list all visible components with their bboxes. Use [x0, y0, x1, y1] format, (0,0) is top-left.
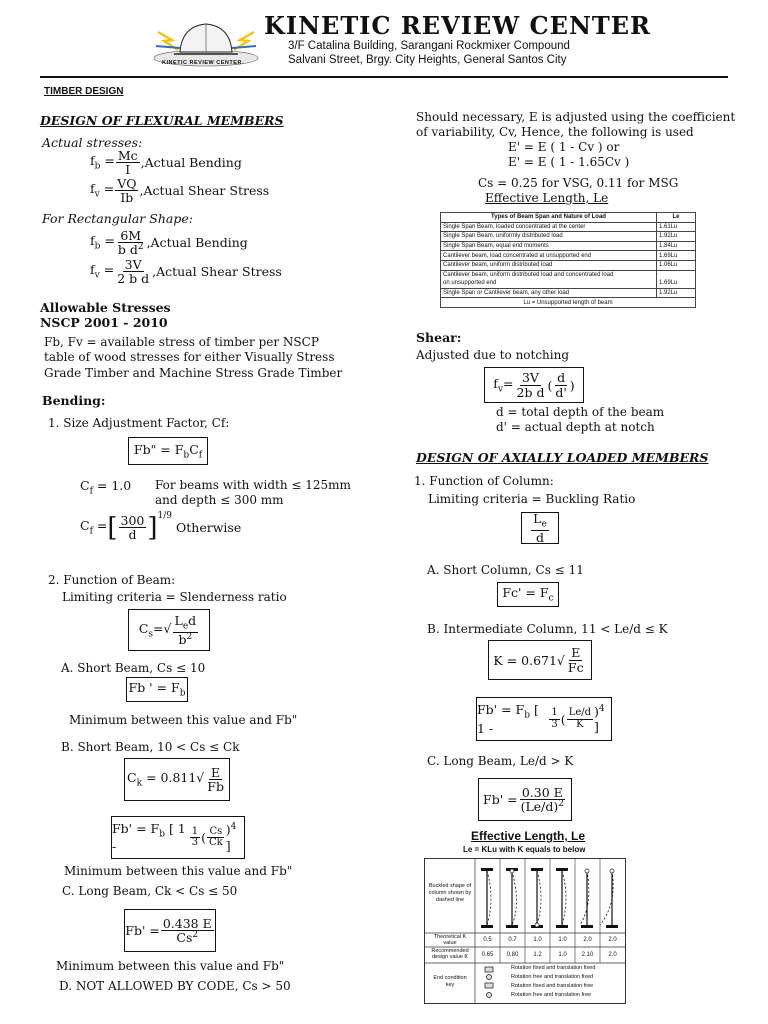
fb-double-prime-box: Fb" = $F_bC_f$ [128, 437, 208, 465]
flexural-title: DESIGN OF FLEXURAL MEMBERS [40, 113, 284, 128]
min-between-3: Minimum between this value and Fb" [56, 959, 285, 973]
table-row: Single Span or Cantilever beam, any other load [441, 288, 657, 298]
effective-length-title: Effective Length, Le [485, 191, 609, 205]
k-row-buckled: Buckled shape of column shown by dashed line [428, 883, 472, 903]
long-column: C. Long Beam, Le/d > K [427, 754, 574, 768]
actual-stresses-label: Actual stresses: [42, 135, 143, 150]
min-between-2: Minimum between this value and Fb" [64, 864, 293, 878]
intermediate-column: B. Intermediate Column, 11 < Le/d ≤ K [427, 622, 668, 636]
fb-prime-box-b: $Fb' = F_b$ [ 1 - $\frac{1}{3}$ ( $\frac{Cs}{Ck}$ )$^4$ ] [111, 816, 245, 859]
k-row-theoretical: Theoretical K value [433, 934, 467, 946]
k-rec-value: 2.10 [581, 952, 594, 958]
function-of-column: 1. Function of Column: [414, 474, 554, 488]
short-beam-b: B. Short Beam, 10 < Cs ≤ Ck [61, 740, 240, 754]
cf-symbol: C [80, 478, 90, 493]
table-row: Single Span Beam, equal end moments [441, 241, 657, 251]
allowable-desc-1: Fb, Fv = available stress of timber per NSCP [44, 335, 319, 349]
logo-caption: KINETIC REVIEW CENTER [162, 60, 242, 66]
k-key: Rotation fixed and translation free [511, 983, 594, 989]
fb-prime-box-a: Fb ' = $F_b$ [126, 677, 188, 702]
table-cell-le: 1.69Lu [657, 251, 696, 261]
section-tag: TIMBER DESIGN [44, 86, 124, 97]
k-theo-value: 1.0 [558, 937, 567, 943]
cf-equation: $C_f = 1.0$ [80, 478, 132, 497]
e-prime-2: E' = E ( 1 - 1.65Cv ) [508, 155, 630, 169]
cf-otherwise-formula: $C_f$ = [ $\frac{300}{d}$ ] $^{1/9}$ Otherwise [80, 510, 242, 543]
k-theo-value: 2.0 [608, 937, 617, 943]
table-cell-le: 1.69Lu [657, 279, 696, 288]
k-value-diagram [424, 858, 626, 1004]
fb-formula: $f_b$ = $\frac{Mc}{I}$ ,Actual Bending [90, 148, 242, 178]
cf-condition-1: For beams with width ≤ 125mm [155, 478, 351, 492]
table-cell-le: 1.92Lu [657, 232, 696, 242]
k-rec-value: 0.80 [506, 952, 519, 958]
table-row: Cantilever beam, uniform distributed load and concentrated load [441, 270, 657, 279]
beam-le-table [440, 212, 696, 308]
adjust-text-2: of variability, Cv, Hence, the following is used [416, 125, 694, 139]
actual-bending-label: ,Actual Bending [140, 155, 242, 171]
header-title: KINETIC REVIEW CENTER [264, 11, 651, 40]
nscp-title: NSCP 2001 - 2010 [40, 315, 168, 330]
ck-box: $C_k = 0.811√$ $\frac{E}{Fb}$ [124, 758, 230, 801]
axial-title: DESIGN OF AXIALLY LOADED MEMBERS [416, 450, 709, 465]
k-key: Rotation fixed and translation fixed [511, 965, 596, 971]
buckling-ratio-box: $\frac{L_e}{d}$ [521, 512, 559, 544]
adjust-text-1: Should necessary, E is adjusted using the coefficient [416, 110, 736, 124]
adjusted-notching: Adjusted due to notching [416, 348, 570, 362]
function-of-beam: 2. Function of Beam: [48, 573, 176, 587]
k-theo-value: 1.0 [533, 937, 542, 943]
not-allowed: D. NOT ALLOWED BY CODE, Cs > 50 [59, 979, 291, 993]
k-row-recommended: Recommended design value K [431, 948, 469, 960]
long-beam-c: C. Long Beam, Ck < Cs ≤ 50 [62, 884, 238, 898]
logo [150, 10, 262, 72]
table-cell-le: 1.92Lu [657, 288, 696, 298]
table-cell-le: 1.06Lu [657, 260, 696, 270]
actual-bending-label-2: ,Actual Bending [146, 235, 248, 251]
fv-notch-box: $f_v=$ $\frac{3V}{\text{2b d}}$ ( $\frac{d}{d'}$ ) [484, 367, 584, 403]
k-rec-value: 1.2 [533, 952, 542, 958]
fb-rect-formula: $f_b$ = $\frac{6M}{b d^2}$ ,Actual Bending [90, 228, 248, 258]
k-rec-value: 1.0 [558, 952, 567, 958]
short-beam-a: A. Short Beam, Cs ≤ 10 [61, 661, 206, 675]
cf-otherwise-label: Otherwise [176, 520, 242, 536]
short-column: A. Short Column, Cs ≤ 11 [427, 563, 584, 577]
table-row: Cantilever beam, uniform distributed load [441, 260, 657, 270]
table-row: Single Span Beam, uniformly distributed load [441, 232, 657, 242]
k-theo-value: 2.0 [583, 937, 592, 943]
header-rule [40, 76, 728, 78]
table-row: on unsupported end [441, 279, 657, 288]
size-adjustment-label: 1. Size Adjustment Factor, Cf: [48, 416, 230, 430]
d-total: d = total depth of the beam [496, 405, 665, 419]
slenderness-criteria: Limiting criteria = Slenderness ratio [62, 590, 287, 604]
buckling-criteria: Limiting criteria = Buckling Ratio [428, 492, 636, 506]
actual-shear-label: ,Actual Shear Stress [139, 183, 270, 199]
bending-heading: Bending: [42, 393, 106, 408]
fb-prime-box-inter: $Fb' = F_b$ [ 1 - $\frac{1}{3}$ ( $\frac{Le/d}{K}$ )$^4$ ] [476, 697, 612, 741]
table-footer: Lu = Unsupported length of beam [441, 298, 696, 308]
fv-rect-formula: $f_v$ = $\frac{3V}{\text{2 b d}}$ ,Actual Shear Stress [90, 257, 282, 287]
table-cell-le: 1.84Lu [657, 241, 696, 251]
k-key: Rotation free and translation fixed [511, 974, 594, 980]
k-theo-value: 0.7 [508, 937, 517, 943]
table-header-type: Types of Beam Span and Nature of Load [441, 213, 657, 223]
cs-note: Cs = 0.25 for VSG, 0.11 for MSG [478, 176, 679, 190]
header-address-2: Salvani Street, Brgy. City Heights, General Santos City [288, 54, 567, 66]
fb-prime-box-long: Fb' = $\frac{0.30 E}{(Le/d)^2}$ [478, 778, 572, 821]
table-cell-le [657, 270, 696, 279]
cs-box: $C_s=√$ $\frac{L_ed}{b^2}$ [128, 609, 210, 651]
fb-prime-box-c: Fb' = $\frac{0.438 E}{Cs^2}$ [124, 909, 216, 952]
allowable-desc-2: table of wood stresses for either Visually Stress [44, 350, 335, 364]
k-rec-value: 2.0 [608, 952, 617, 958]
actual-shear-label-2: ,Actual Shear Stress [152, 264, 282, 280]
cf-value: = 1.0 [96, 478, 132, 493]
k-row-end-condition: End condition key [433, 975, 467, 988]
effective-length-title-2: Effective Length, Le [471, 829, 586, 843]
min-between-1: Minimum between this value and Fb" [69, 713, 298, 727]
d-actual: d' = actual depth at notch [496, 420, 655, 434]
fv-formula: $f_v$ = $\frac{VQ}{Ib}$ ,Actual Shear Stress [90, 176, 270, 206]
shear-heading: Shear: [416, 330, 462, 345]
e-prime-1: E' = E ( 1 - Cv ) or [508, 140, 620, 154]
k-box: K = 0.671√ $\frac{E}{Fc}$ [488, 640, 592, 680]
rect-shape-label: For Rectangular Shape: [42, 211, 193, 226]
table-row: Single Span Beam, loaded concentrated at the center [441, 222, 657, 232]
k-rec-value: 0.65 [481, 952, 494, 958]
allowable-title: Allowable Stresses [40, 300, 171, 315]
k-theo-value: 0.5 [483, 937, 492, 943]
header-address-1: 3/F Catalina Building, Sarangani Rockmixer Compound [288, 40, 570, 52]
cf-condition-2: and depth ≤ 300 mm [155, 493, 284, 507]
le-equation: Le = KLu with K equals to below [463, 845, 586, 854]
k-key: Rotation free and translation free [511, 992, 592, 998]
fc-prime-box: $Fc' = F_c$ [497, 582, 559, 607]
allowable-desc-3: Grade Timber and Machine Stress Grade Timber [44, 366, 343, 380]
table-cell-le: 1.61Lu [657, 222, 696, 232]
table-row: Cantilever beam, load concentrated at unsupported end [441, 251, 657, 261]
table-header-le: Le [657, 213, 696, 223]
